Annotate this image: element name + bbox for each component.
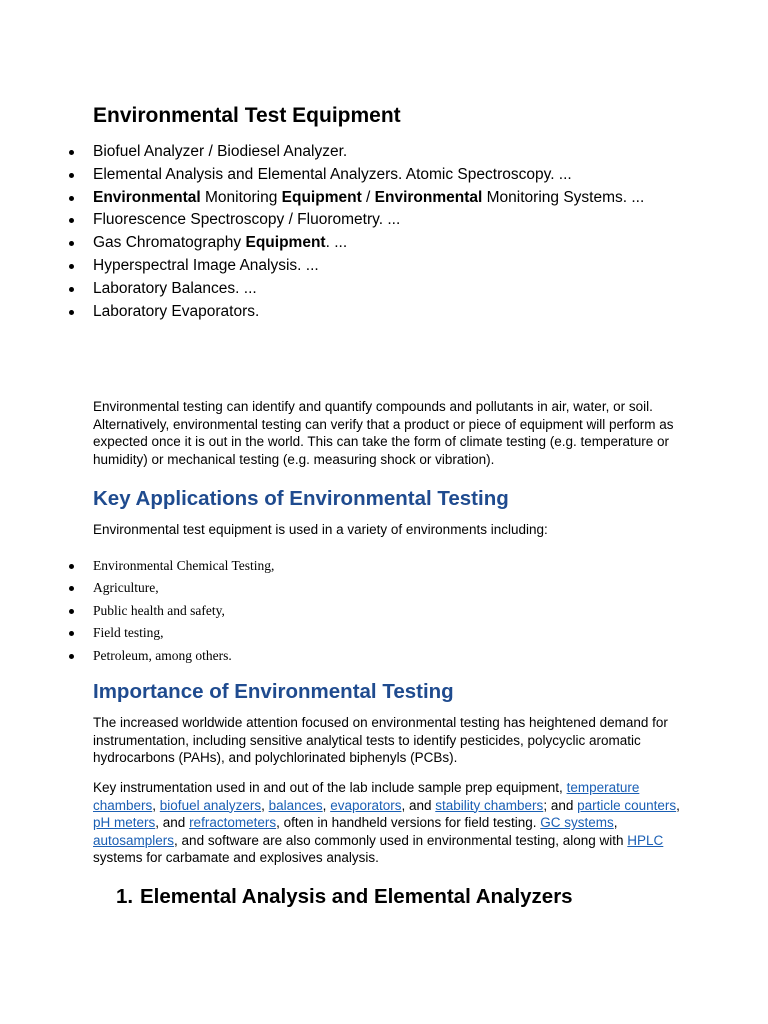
paragraph-text: , often in handheld versions for field testing. [276,815,541,830]
paragraph-text: , [613,815,618,830]
instrumentation-paragraph [93,779,683,867]
list-text: / [361,188,375,206]
inline-link[interactable]: pH meters [93,815,156,830]
bold-text: Equipment [281,188,362,206]
paragraph-text: , and [155,815,190,830]
paragraph-text: , and software are also commonly used in environmental testing, along with [174,832,628,848]
list-item [93,280,683,298]
page-title: Environmental Test Equipment [93,104,401,127]
list-text: Monitoring Systems. ... [482,188,645,206]
list-item: Public health and safety, [93,602,683,619]
paragraph-text: ; and [543,797,578,813]
inline-link[interactable]: refractometers [189,815,277,830]
list-item [93,234,683,252]
list-item [93,189,683,207]
equipment-list [93,143,683,325]
list-item: Petroleum, among others. [93,647,683,664]
bold-text: Environmental [374,188,483,206]
importance-heading: Importance of Environmental Testing [93,680,454,703]
list-text: Fluorescence Spectroscopy / Fluorometry. ... [93,211,401,229]
inline-link[interactable]: particle counters [577,797,677,813]
inline-link[interactable]: balances [268,797,323,813]
list-text: Monitoring [200,188,282,206]
inline-link[interactable]: stability chambers [435,797,544,813]
list-text: . ... [325,234,348,252]
paragraph-text: , [261,797,269,813]
paragraph-text: , [676,797,680,813]
key-applications-heading: Key Applications of Environmental Testing [93,487,509,510]
list-text: Hyperspectral Image Analysis. ... [93,256,319,274]
list-text: Gas Chromatography [93,234,246,252]
list-text: Laboratory Balances. ... [93,279,257,297]
inline-link[interactable]: HPLC [627,832,664,848]
list-text: Laboratory Evaporators. [93,302,260,320]
bold-text: Equipment [245,234,326,252]
bold-text: Environmental [93,188,201,206]
list-item [93,166,683,184]
inline-link[interactable]: biofuel analyzers [159,797,262,813]
list-item [93,257,683,275]
section-1-heading [116,884,573,909]
list-item: Field testing, [93,624,683,641]
list-item [93,211,683,229]
key-applications-intro: Environmental test equipment is used in a variety of environments including: [93,522,548,537]
list-item [93,143,683,161]
applications-list [93,557,683,669]
paragraph-text: , and [401,797,436,813]
paragraph-text: systems for carbamate and explosives analysis. [93,850,379,865]
paragraph-text: , [322,797,331,813]
inline-link[interactable]: autosamplers [93,832,175,848]
importance-paragraph-1: The increased worldwide attention focused on environmental testing has heightened demand for instrumentation, including sensitive analytical tests to identify pesticides, polycyclic aromatic hydrocarbons (PAHs), and polychlorinated biphenyls (PCBs). [93,715,668,765]
section-1-title: Elemental Analysis and Elemental Analyzers [140,885,573,908]
paragraph-text: , [152,797,160,813]
list-item [93,303,683,321]
inline-link[interactable]: temperature chambers [93,780,640,813]
list-item: Environmental Chemical Testing, [93,557,683,574]
inline-link[interactable]: GC systems [540,815,614,830]
intro-paragraph: Environmental testing can identify and quantify compounds and pollutants in air, water, or soil. Alternatively, environmental testing can verify that a product or piece of equipment will perform as expected once it is out in the world. This can take the form of climate testing (e.g. temperature or humidity) or mechanical testing (e.g. measuring shock or vibration). [93,399,674,467]
section-1-number: 1. [116,885,134,908]
inline-link[interactable]: evaporators [330,797,402,813]
list-item: Agriculture, [93,579,683,596]
list-text: Biofuel Analyzer / Biodiesel Analyzer. [93,143,348,160]
list-text: Elemental Analysis and Elemental Analyzers. Atomic Spectroscopy. ... [93,165,572,183]
paragraph-text: Key instrumentation used in and out of the lab include sample prep equipment, [93,780,567,795]
